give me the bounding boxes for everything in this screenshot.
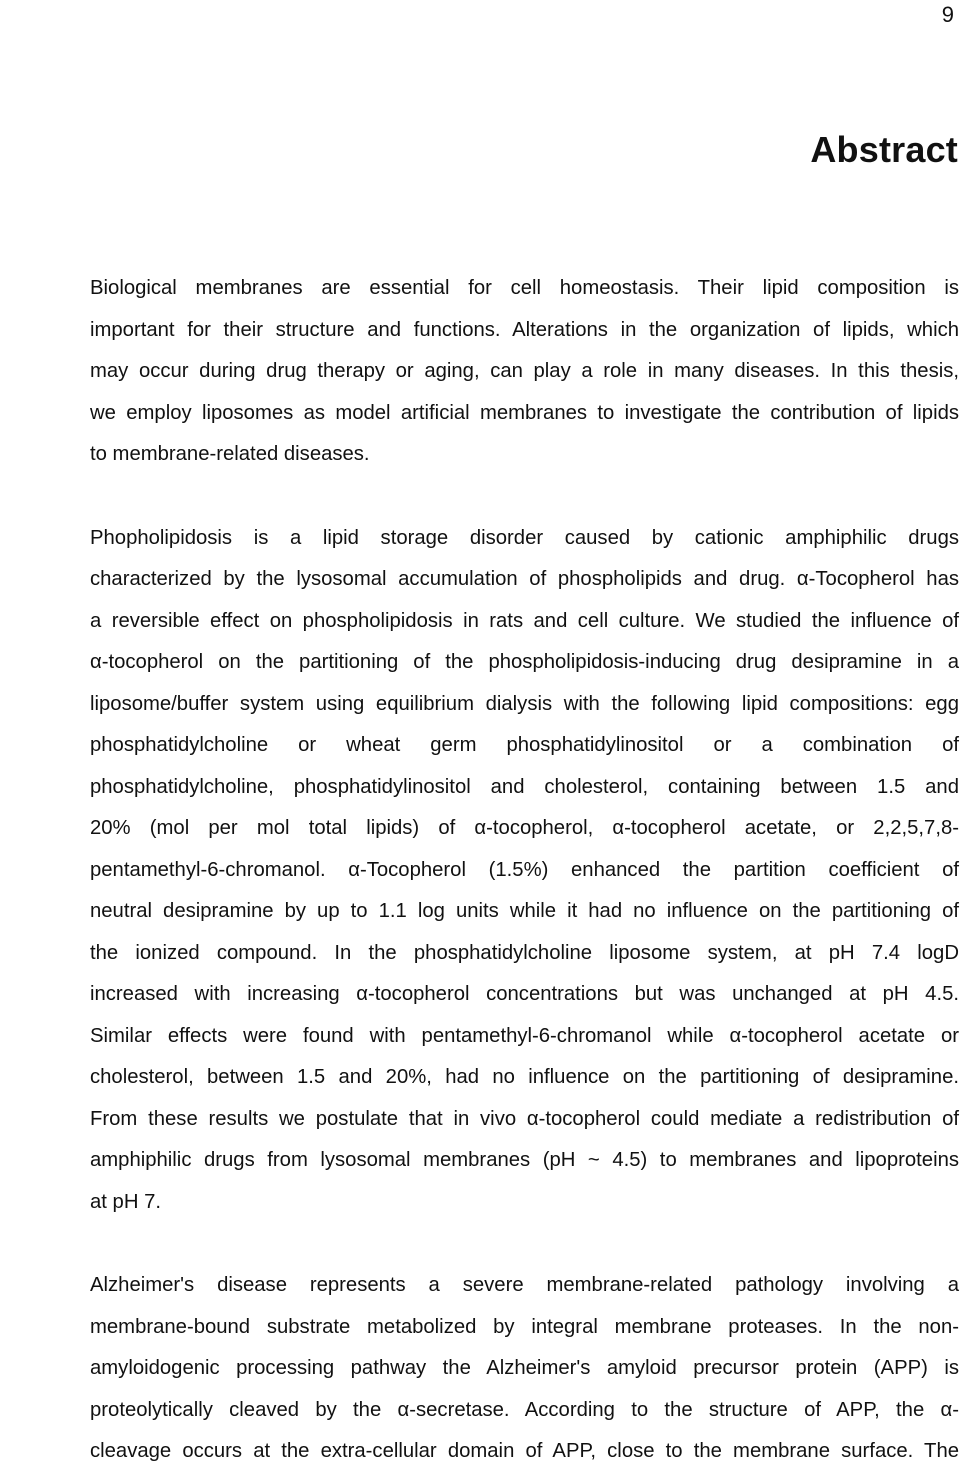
text-line: cholesterol, between 1.5 and 20%, had no influence on the partitioning of desipramine. (90, 1066, 959, 1088)
text-line: Similar effects were found with pentamethyl-6-chromanol while α-tocopherol acetate or (90, 1024, 959, 1047)
text-line: characterized by the lysosomal accumulation of phospholipids and drug. α-Tocopherol has (90, 568, 959, 590)
paragraph-alzheimers (20, 1265, 959, 1473)
text-line: membrane-bound substrate metabolized by integral membrane proteases. In the non- (90, 1315, 959, 1338)
paragraph-phospholipidosis (20, 518, 959, 1224)
text-line: we employ liposomes as model artificial membranes to investigate the contribution of lipids (90, 401, 959, 424)
paragraph-membranes (20, 268, 959, 476)
text-line: cleavage occurs at the extra-cellular domain of APP, close to the membrane surface. The (90, 1440, 959, 1462)
text-line: From these results we postulate that in vivo α-tocopherol could mediate a redistribution of (90, 1107, 959, 1130)
text-line: amphiphilic drugs from lysosomal membranes (pH ~ 4.5) to membranes and lipoproteins (90, 1149, 959, 1171)
text-line: at pH 7. (90, 1190, 162, 1213)
page-title: Abstract (810, 129, 958, 170)
text-line: the ionized compound. In the phosphatidylcholine liposome system, at pH 7.4 logD (90, 941, 959, 964)
text-line: neutral desipramine by up to 1.1 log units while it had no influence on the partitioning of (90, 900, 959, 922)
text-line: important for their structure and functions. Alterations in the organization of lipids, which (90, 318, 959, 341)
text-line: increased with increasing α-tocopherol concentrations but was unchanged at pH 4.5. (90, 983, 959, 1005)
text-line: Alzheimer's disease represents a severe membrane-related pathology involving a (90, 1274, 959, 1296)
text-line: Phopholipidosis is a lipid storage disorder caused by cationic amphiphilic drugs (90, 526, 959, 549)
text-line: pentamethyl-6-chromanol. α-Tocopherol (1.5%) enhanced the partition coefficient of (90, 858, 959, 881)
text-line: proteolytically cleaved by the α-secretase. According to the structure of APP, the α- (90, 1398, 959, 1421)
text-line: 20% (mol per mol total lipids) of α-tocopherol, α-tocopherol acetate, or 2,2,5,7,8- (90, 817, 959, 839)
text-line: phosphatidylcholine or wheat germ phosphatidylinositol or a combination of (90, 734, 959, 756)
text-line: a reversible effect on phospholipidosis in rats and cell culture. We studied the influence of (90, 609, 959, 632)
page-number: 9 (941, 2, 954, 27)
text-line: phosphatidylcholine, phosphatidylinositol and cholesterol, containing between 1.5 and (90, 775, 959, 798)
text-line: Biological membranes are essential for cell homeostasis. Their lipid composition is (90, 277, 959, 299)
text-line: may occur during drug therapy or aging, can play a role in many diseases. In this thesis, (90, 360, 959, 382)
text-line: amyloidogenic processing pathway the Alzheimer's amyloid precursor protein (APP) is (90, 1357, 959, 1379)
text-line: liposome/buffer system using equilibrium dialysis with the following lipid compositions: egg (90, 692, 959, 715)
abstract-body (20, 268, 959, 1473)
text-line: to membrane-related diseases. (90, 443, 370, 465)
text-line: α-tocopherol on the partitioning of the phospholipidosis-inducing drug desipramine in a (90, 651, 959, 673)
